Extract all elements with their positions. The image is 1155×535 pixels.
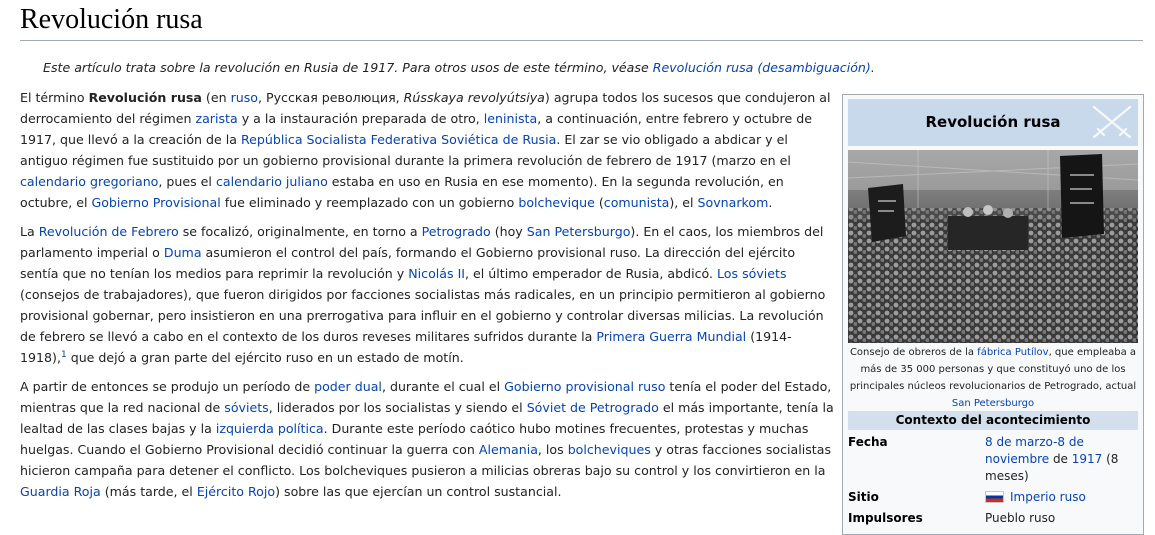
link-san-petersburgo[interactable]: San Petersburgo bbox=[526, 224, 631, 239]
link-calendario-gregoriano[interactable]: calendario gregoriano bbox=[20, 174, 159, 189]
article-term: Revolución rusa bbox=[88, 90, 202, 105]
link-izquierda-politica[interactable]: izquierda política bbox=[215, 421, 324, 436]
disambiguation-link[interactable]: Revolución rusa (desambiguación) bbox=[652, 60, 871, 75]
article-body bbox=[20, 87, 835, 510]
infobox bbox=[842, 94, 1144, 535]
crossed-swords-icon bbox=[1090, 103, 1134, 141]
link-ejercito-rojo[interactable]: Ejército Rojo bbox=[196, 484, 276, 499]
link-petrogrado[interactable]: Petrogrado bbox=[421, 224, 491, 239]
infobox-label-impulsores: Impulsores bbox=[848, 511, 923, 525]
infobox-value-impulsores: Pueblo ruso bbox=[985, 511, 1056, 525]
link-primera-guerra-mundial[interactable]: Primera Guerra Mundial bbox=[596, 329, 747, 344]
link-1917[interactable]: 1917 bbox=[1071, 452, 1103, 466]
infobox-title: Revolución rusa bbox=[925, 113, 1061, 131]
link-sovnarkom[interactable]: Sovnarkom bbox=[697, 195, 769, 210]
link-gobierno-provisional-ruso[interactable]: Gobierno provisional ruso bbox=[504, 379, 666, 394]
link-gobierno-provisional[interactable]: Gobierno Provisional bbox=[91, 195, 221, 210]
link-nicolas-ii[interactable]: Nicolás II bbox=[408, 266, 466, 281]
link-soviets[interactable]: sóviets bbox=[224, 400, 269, 415]
link-fabrica-putilov[interactable]: fábrica Putílov bbox=[977, 347, 1049, 358]
infobox-section-contexto: Contexto del acontecimiento bbox=[848, 411, 1138, 430]
link-guardia-roja[interactable]: Guardia Roja bbox=[20, 484, 101, 499]
infobox-value-sitio bbox=[985, 489, 1135, 506]
link-rsfsr[interactable]: República Socialista Federativa Soviética de Rusia bbox=[241, 132, 557, 147]
infobox-image[interactable] bbox=[848, 150, 1138, 343]
link-bolchevique[interactable]: bolchevique bbox=[518, 195, 595, 210]
workers-council-photo bbox=[848, 150, 1138, 343]
hatnote: Este artículo trata sobre la revolución en Rusia de 1917. Para otros usos de este término, véase Revolución rusa (desambiguación). bbox=[43, 60, 875, 75]
link-revolucion-febrero[interactable]: Revolución de Febrero bbox=[38, 224, 179, 239]
link-leninista[interactable]: leninista bbox=[483, 111, 538, 126]
link-soviet-petrogrado[interactable]: Sóviet de Petrogrado bbox=[526, 400, 659, 415]
link-imperio-ruso[interactable]: Imperio ruso bbox=[1010, 490, 1086, 504]
link-los-soviets[interactable]: Los sóviets bbox=[717, 266, 787, 281]
infobox-label-fecha: Fecha bbox=[848, 435, 888, 449]
russia-flag-icon bbox=[985, 491, 1004, 503]
link-calendario-juliano[interactable]: calendario juliano bbox=[215, 174, 328, 189]
infobox-label-sitio: Sitio bbox=[848, 490, 879, 504]
infobox-caption: Consejo de obreros de la fábrica Putílov, que empleaba a más de 35 000 personas y que constituyó uno de los principales núcleos revolucionarios de Petrogrado, actual San Petersburgo bbox=[849, 347, 1137, 409]
paragraph-2: La Revolución de Febrero se focalizó, originalmente, en torno a Petrogrado (hoy San Petersburgo). En el caos, los miembros del parlamento imperial o Duma asumieron el control del país, formando el Gobierno provisional ruso. La dirección del ejército sentía que no tenían los medios para reprimir la revolución y Nicolás II, el último emperador de Rusia, abdicó. Los sóviets (consejos de trabajadores), que fueron dirigidos por facciones socialistas más radicales, en un principio permitieron al gobierno provisional gobernar, pero insistieron en una prerrogativa para influir en el gobierno y controlar diversas milicias. La revolución de febrero se llevó a cabo en el contexto de los duros reveses militares sufridos durante la Primera Guerra Mundial (1914-1918),$^1$ que dejó a gran parte del ejército ruso en un estado de motín. bbox=[20, 224, 826, 365]
link-ruso[interactable]: ruso bbox=[230, 90, 258, 105]
footnote-1[interactable]: 1 bbox=[60, 349, 67, 360]
link-fecha-rango[interactable]: 8 de marzo-8 de noviembre bbox=[985, 435, 1084, 466]
link-alemania[interactable]: Alemania bbox=[478, 442, 538, 457]
infobox-header bbox=[848, 99, 1138, 146]
link-bolcheviques[interactable]: bolcheviques bbox=[567, 442, 651, 457]
link-zarista[interactable]: zarista bbox=[195, 111, 238, 126]
paragraph-1: El término Revolución rusa (en ruso, Русская революция, Rússkaya revolyútsiya) agrupa todos los sucesos que condujeron al derrocamiento del régimen zarista y a la instauración preparada de otro, leninista, a continuación, entre febrero y octubre de 1917, que llevó a la creación de la República Socialista Federativa Soviética de Rusia. El zar se vio obligado a abdicar y el antiguo régimen fue sustituido por un gobierno provisional durante la primera revolución de febrero de 1917 (marzo en el calendario gregoriano, pues el calendario juliano estaba en uso en Rusia en ese momento). En la segunda revolución, en octubre, el Gobierno Provisional fue eliminado y reemplazado con un gobierno bolchevique (comunista), el Sovnarkom. bbox=[20, 90, 831, 210]
infobox-value-fecha: 8 de marzo-8 de noviembre de 1917 (8 meses) bbox=[985, 435, 1119, 483]
link-duma[interactable]: Duma bbox=[163, 245, 202, 260]
page-title: Revolución rusa bbox=[20, 2, 1143, 41]
link-comunista[interactable]: comunista bbox=[603, 195, 670, 210]
paragraph-3: A partir de entonces se produjo un período de poder dual, durante el cual el Gobierno provisional ruso tenía el poder del Estado, mientras que la red nacional de sóviets, liderados por los socialistas y siendo el Sóviet de Petrogrado el más importante, tenía la lealtad de las clases bajas y la izquierda política. Durante este período caótico hubo motines frecuentes, protestas y muchas huelgas. Cuando el Gobierno Provisional decidió continuar la guerra con Alemania, los bolcheviques y otras facciones socialistas hicieron campaña para detener el conflicto. Los bolcheviques pusieron a milicias obreras bajo su control y los convirtieron en la Guardia Roja (más tarde, el Ejército Rojo) sobre las que ejercían un control sustancial. bbox=[20, 379, 834, 499]
link-poder-dual[interactable]: poder dual bbox=[314, 379, 382, 394]
link-caption-san-petersburgo[interactable]: San Petersburgo bbox=[951, 398, 1035, 409]
